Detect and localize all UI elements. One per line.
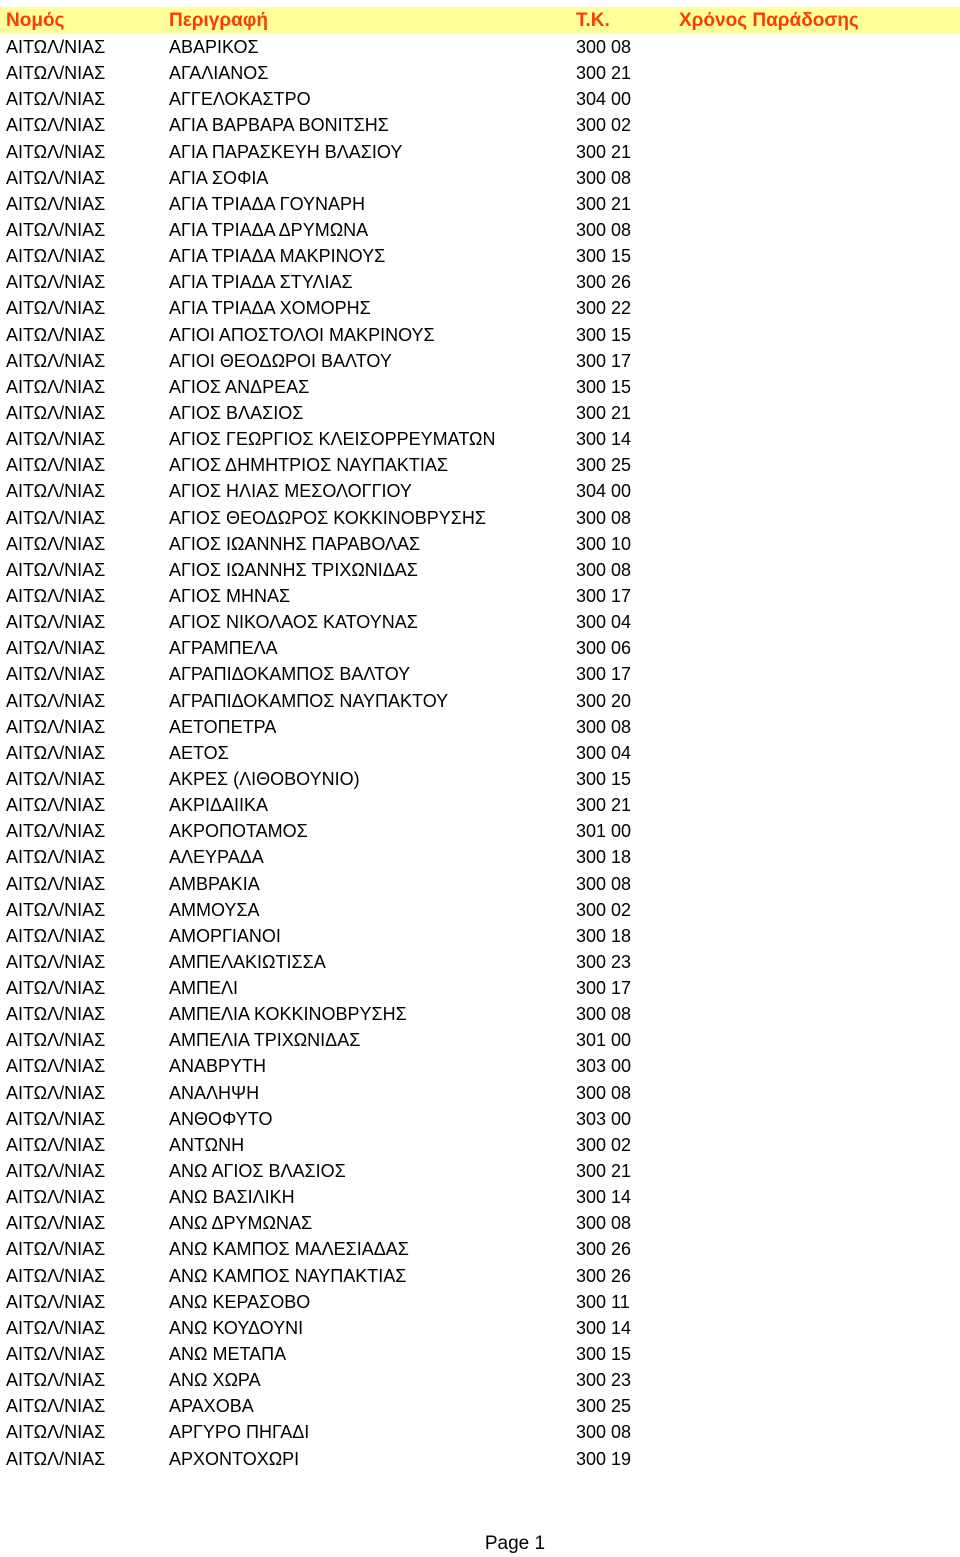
table-row (0, 1236, 960, 1262)
cell-postal-code: 300 08 (576, 37, 632, 57)
cell-postal-code: 300 17 (576, 350, 632, 371)
cell-nomos: ΑΙΤΩΛ/ΝΙΑΣ (6, 612, 106, 633)
cell-description: ΑΜΜΟΥΣΑ (169, 899, 260, 920)
cell-nomos: ΑΙΤΩΛ/ΝΙΑΣ (6, 1317, 106, 1338)
cell-nomos: ΑΙΤΩΛ/ΝΙΑΣ (6, 1422, 106, 1443)
table-row (0, 191, 960, 217)
cell-description: ΑΓΙΟΙ ΘΕΟΔΩΡΟΙ ΒΑΛΤΟΥ (169, 350, 392, 371)
table-row (0, 139, 960, 165)
cell-postal-code: 304 00 (576, 89, 632, 110)
cell-nomos: ΑΙΤΩΛ/ΝΙΑΣ (6, 847, 106, 868)
table-row (0, 897, 960, 923)
cell-description: ΑΜΒΡΑΚΙΑ (169, 873, 260, 894)
table-row (0, 217, 960, 243)
cell-nomos: ΑΙΤΩΛ/ΝΙΑΣ (6, 193, 106, 214)
table-row (0, 1367, 960, 1393)
cell-nomos: ΑΙΤΩΛ/ΝΙΑΣ (6, 37, 106, 57)
table-row (0, 1419, 960, 1445)
cell-postal-code: 300 15 (576, 768, 632, 789)
table-row (0, 766, 960, 792)
cell-postal-code: 300 25 (576, 1396, 632, 1417)
table-row (0, 60, 960, 86)
cell-nomos: ΑΙΤΩΛ/ΝΙΑΣ (6, 89, 106, 110)
table-row (0, 688, 960, 714)
header-postal-code: Τ.Κ. (576, 10, 610, 31)
cell-postal-code: 300 08 (576, 716, 632, 737)
cell-postal-code: 300 21 (576, 193, 632, 214)
cell-postal-code: 300 08 (576, 1004, 632, 1025)
table-row (0, 1158, 960, 1184)
cell-description: ΑΓΡΑΜΠΕΛΑ (169, 638, 278, 659)
cell-postal-code: 300 21 (576, 795, 632, 816)
cell-postal-code: 300 18 (576, 847, 632, 868)
cell-nomos: ΑΙΤΩΛ/ΝΙΑΣ (6, 350, 106, 371)
cell-description: ΑΝΩ ΑΓΙΟΣ ΒΛΑΣΙΟΣ (169, 1161, 346, 1182)
cell-description: ΑΓΙΟΙ ΑΠΟΣΤΟΛΟΙ ΜΑΚΡΙΝΟΥΣ (169, 324, 435, 345)
table-row (0, 269, 960, 295)
table-row (0, 557, 960, 583)
cell-postal-code: 300 15 (576, 376, 632, 397)
cell-postal-code: 300 23 (576, 951, 632, 972)
cell-nomos: ΑΙΤΩΛ/ΝΙΑΣ (6, 1448, 106, 1469)
cell-postal-code: 301 00 (576, 821, 632, 842)
table-row (0, 400, 960, 426)
table-row (0, 1210, 960, 1236)
header-description: Περιγραφή (169, 10, 268, 31)
cell-postal-code: 300 17 (576, 978, 632, 999)
table-row (0, 1263, 960, 1289)
cell-description: ΑΓΙΟΣ ΘΕΟΔΩΡΟΣ ΚΟΚΚΙΝΟΒΡΥΣΗΣ (169, 507, 487, 528)
table-header (0, 7, 960, 34)
table-row (0, 165, 960, 191)
cell-nomos: ΑΙΤΩΛ/ΝΙΑΣ (6, 298, 106, 319)
cell-description: ΑΓΡΑΠΙΔΟΚΑΜΠΟΣ ΒΑΛΤΟΥ (169, 664, 411, 685)
cell-description: ΑΝΤΩΝΗ (169, 1134, 245, 1155)
cell-postal-code: 300 11 (576, 1291, 630, 1312)
cell-nomos: ΑΙΤΩΛ/ΝΙΑΣ (6, 167, 106, 188)
cell-nomos: ΑΙΤΩΛ/ΝΙΑΣ (6, 1004, 106, 1025)
cell-description: ΑΓΓΕΛΟΚΑΣΤΡΟ (169, 89, 311, 110)
table-row (0, 740, 960, 766)
cell-postal-code: 300 02 (576, 115, 632, 136)
table-row (0, 1184, 960, 1210)
table-row (0, 1053, 960, 1079)
cell-postal-code: 303 00 (576, 1108, 632, 1129)
cell-nomos: ΑΙΤΩΛ/ΝΙΑΣ (6, 272, 106, 293)
cell-description: ΑΓΙΟΣ ΑΝΔΡΕΑΣ (169, 376, 310, 397)
cell-postal-code: 300 08 (576, 1082, 632, 1103)
table-row (0, 1289, 960, 1315)
cell-postal-code: 300 10 (576, 533, 632, 554)
cell-description: ΑΝΩ ΚΕΡΑΣΟΒΟ (169, 1291, 311, 1312)
table-row (0, 478, 960, 504)
cell-postal-code: 300 23 (576, 1370, 632, 1391)
cell-description: ΑΝΘΟΦΥΤΟ (169, 1108, 273, 1129)
cell-nomos: ΑΙΤΩΛ/ΝΙΑΣ (6, 376, 106, 397)
cell-nomos: ΑΙΤΩΛ/ΝΙΑΣ (6, 951, 106, 972)
cell-nomos: ΑΙΤΩΛ/ΝΙΑΣ (6, 1161, 106, 1182)
table-row (0, 243, 960, 269)
table-row (0, 844, 960, 870)
cell-description: ΑΕΤΟΠΕΤΡΑ (169, 716, 277, 737)
table-row (0, 1001, 960, 1027)
cell-nomos: ΑΙΤΩΛ/ΝΙΑΣ (6, 219, 106, 240)
cell-description: ΑΓΙΑ ΣΟΦΙΑ (169, 167, 269, 188)
cell-nomos: ΑΙΤΩΛ/ΝΙΑΣ (6, 873, 106, 894)
cell-description: ΑΓΙΑ ΠΑΡΑΣΚΕΥΗ ΒΛΑΣΙΟΥ (169, 141, 403, 162)
cell-nomos: ΑΙΤΩΛ/ΝΙΑΣ (6, 1082, 106, 1103)
cell-description: ΑΛΕΥΡΑΔΑ (169, 847, 264, 868)
table-row (0, 609, 960, 635)
cell-description: ΑΜΠΕΛΑΚΙΩΤΙΣΣΑ (169, 951, 326, 972)
cell-postal-code: 300 15 (576, 324, 632, 345)
cell-nomos: ΑΙΤΩΛ/ΝΙΑΣ (6, 1396, 106, 1417)
cell-postal-code: 300 17 (576, 585, 632, 606)
cell-postal-code: 300 21 (576, 141, 632, 162)
cell-nomos: ΑΙΤΩΛ/ΝΙΑΣ (6, 559, 106, 580)
cell-description: ΑΜΠΕΛΙ (169, 978, 239, 999)
cell-nomos: ΑΙΤΩΛ/ΝΙΑΣ (6, 115, 106, 136)
cell-postal-code: 300 15 (576, 1344, 632, 1365)
table-row (0, 714, 960, 740)
cell-nomos: ΑΙΤΩΛ/ΝΙΑΣ (6, 638, 106, 659)
cell-postal-code: 300 14 (576, 1187, 632, 1208)
cell-nomos: ΑΙΤΩΛ/ΝΙΑΣ (6, 63, 106, 84)
cell-nomos: ΑΙΤΩΛ/ΝΙΑΣ (6, 821, 106, 842)
cell-description: ΑΓΙΑ ΤΡΙΑΔΑ ΓΟΥΝΑΡΗ (169, 193, 366, 214)
cell-nomos: ΑΙΤΩΛ/ΝΙΑΣ (6, 1265, 106, 1286)
cell-description: ΑΝΩ ΔΡΥΜΩΝΑΣ (169, 1213, 313, 1234)
cell-nomos: ΑΙΤΩΛ/ΝΙΑΣ (6, 1134, 106, 1155)
cell-description: ΑΜΠΕΛΙΑ ΤΡΙΧΩΝΙΔΑΣ (169, 1030, 361, 1051)
cell-nomos: ΑΙΤΩΛ/ΝΙΑΣ (6, 533, 106, 554)
cell-postal-code: 300 04 (576, 742, 632, 763)
cell-nomos: ΑΙΤΩΛ/ΝΙΑΣ (6, 455, 106, 476)
cell-postal-code: 300 26 (576, 272, 632, 293)
cell-postal-code: 300 26 (576, 1265, 632, 1286)
table-row (0, 505, 960, 531)
cell-postal-code: 301 00 (576, 1030, 632, 1051)
cell-description: ΑΓΡΑΠΙΔΟΚΑΜΠΟΣ ΝΑΥΠΑΚΤΟΥ (169, 690, 449, 711)
cell-nomos: ΑΙΤΩΛ/ΝΙΑΣ (6, 1370, 106, 1391)
table-row (0, 112, 960, 138)
cell-nomos: ΑΙΤΩΛ/ΝΙΑΣ (6, 324, 106, 345)
table-row (0, 949, 960, 975)
cell-nomos: ΑΙΤΩΛ/ΝΙΑΣ (6, 141, 106, 162)
cell-postal-code: 300 08 (576, 873, 632, 894)
table-row (0, 635, 960, 661)
cell-postal-code: 300 14 (576, 1317, 632, 1338)
cell-postal-code: 300 04 (576, 612, 632, 633)
table-row (0, 818, 960, 844)
cell-description: ΑΓΙΟΣ ΜΗΝΑΣ (169, 585, 291, 606)
table-row (0, 975, 960, 1001)
table-row (0, 322, 960, 348)
table-row (0, 583, 960, 609)
cell-description: ΑΚΡΟΠΟΤΑΜΟΣ (169, 821, 308, 842)
cell-nomos: ΑΙΤΩΛ/ΝΙΑΣ (6, 795, 106, 816)
cell-nomos: ΑΙΤΩΛ/ΝΙΑΣ (6, 1187, 106, 1208)
cell-description: ΑΝΑΛΗΨΗ (169, 1082, 260, 1103)
cell-postal-code: 300 26 (576, 1239, 632, 1260)
cell-description: ΑΝΑΒΡΥΤΗ (169, 1056, 267, 1077)
cell-nomos: ΑΙΤΩΛ/ΝΙΑΣ (6, 978, 106, 999)
cell-nomos: ΑΙΤΩΛ/ΝΙΑΣ (6, 768, 106, 789)
cell-description: ΑΝΩ ΜΕΤΑΠΑ (169, 1344, 287, 1365)
cell-postal-code: 304 00 (576, 481, 632, 502)
cell-postal-code: 300 18 (576, 925, 632, 946)
table-row (0, 452, 960, 478)
cell-description: ΑΓΙΟΣ ΙΩΑΝΝΗΣ ΤΡΙΧΩΝΙΔΑΣ (169, 559, 418, 580)
cell-postal-code: 300 21 (576, 402, 632, 423)
page-number: Page 1 (484, 1533, 546, 1554)
cell-postal-code: 300 08 (576, 1213, 632, 1234)
table-row (0, 1341, 960, 1367)
cell-description: ΑΝΩ ΚΑΜΠΟΣ ΝΑΥΠΑΚΤΙΑΣ (169, 1265, 407, 1286)
cell-postal-code: 300 08 (576, 1422, 632, 1443)
table-row (0, 1106, 960, 1132)
table-row (0, 86, 960, 112)
cell-postal-code: 300 15 (576, 246, 632, 267)
cell-nomos: ΑΙΤΩΛ/ΝΙΑΣ (6, 716, 106, 737)
table-row (0, 1132, 960, 1158)
cell-nomos: ΑΙΤΩΛ/ΝΙΑΣ (6, 1030, 106, 1051)
cell-nomos: ΑΙΤΩΛ/ΝΙΑΣ (6, 899, 106, 920)
cell-postal-code: 300 22 (576, 298, 632, 319)
cell-postal-code: 300 08 (576, 559, 632, 580)
cell-description: ΑΝΩ ΒΑΣΙΛΙΚΗ (169, 1187, 295, 1208)
cell-description: ΑΒΑΡΙΚΟΣ (169, 37, 259, 57)
cell-description: ΑΝΩ ΚΟΥΔΟΥΝΙ (169, 1317, 304, 1338)
cell-description: ΑΓΙΟΣ ΔΗΜΗΤΡΙΟΣ ΝΑΥΠΑΚΤΙΑΣ (169, 455, 449, 476)
cell-nomos: ΑΙΤΩΛ/ΝΙΑΣ (6, 690, 106, 711)
cell-postal-code: 300 21 (576, 63, 632, 84)
cell-nomos: ΑΙΤΩΛ/ΝΙΑΣ (6, 402, 106, 423)
cell-nomos: ΑΙΤΩΛ/ΝΙΑΣ (6, 1056, 106, 1077)
cell-description: ΑΓΙΟΣ ΗΛΙΑΣ ΜΕΣΟΛΟΓΓΙΟΥ (169, 481, 412, 502)
table-row (0, 1080, 960, 1106)
cell-description: ΑΕΤΟΣ (169, 742, 229, 763)
cell-postal-code: 300 19 (576, 1448, 632, 1469)
cell-nomos: ΑΙΤΩΛ/ΝΙΑΣ (6, 1239, 106, 1260)
cell-nomos: ΑΙΤΩΛ/ΝΙΑΣ (6, 1291, 106, 1312)
cell-postal-code: 300 08 (576, 219, 632, 240)
cell-postal-code: 303 00 (576, 1056, 632, 1077)
cell-postal-code: 300 08 (576, 507, 632, 528)
table-row (0, 1393, 960, 1419)
table-row (0, 374, 960, 400)
cell-postal-code: 300 21 (576, 1161, 632, 1182)
table-row (0, 531, 960, 557)
table-body (0, 34, 960, 1472)
cell-description: ΑΓΙΟΣ ΙΩΑΝΝΗΣ ΠΑΡΑΒΟΛΑΣ (169, 533, 421, 554)
cell-description: ΑΜΟΡΓΙΑΝΟΙ (169, 925, 281, 946)
cell-description: ΑΚΡΙΔΑΙΙΚΑ (169, 795, 269, 816)
table-row (0, 295, 960, 321)
cell-description: ΑΓΙΟΣ ΝΙΚΟΛΑΟΣ ΚΑΤΟΥΝΑΣ (169, 612, 418, 633)
cell-postal-code: 300 17 (576, 664, 632, 685)
cell-postal-code: 300 02 (576, 899, 632, 920)
cell-postal-code: 300 02 (576, 1134, 632, 1155)
cell-description: ΑΓΙΑ ΤΡΙΑΔΑ ΧΟΜΟΡΗΣ (169, 298, 371, 319)
table-row (0, 34, 960, 60)
cell-nomos: ΑΙΤΩΛ/ΝΙΑΣ (6, 507, 106, 528)
header-delivery-time: Χρόνος Παράδοσης (679, 10, 859, 31)
cell-nomos: ΑΙΤΩΛ/ΝΙΑΣ (6, 1344, 106, 1365)
cell-nomos: ΑΙΤΩΛ/ΝΙΑΣ (6, 429, 106, 450)
cell-description: ΑΓΙΑ ΤΡΙΑΔΑ ΜΑΚΡΙΝΟΥΣ (169, 246, 386, 267)
cell-postal-code: 300 25 (576, 455, 632, 476)
cell-nomos: ΑΙΤΩΛ/ΝΙΑΣ (6, 742, 106, 763)
cell-description: ΑΜΠΕΛΙΑ ΚΟΚΚΙΝΟΒΡΥΣΗΣ (169, 1004, 407, 1025)
table-row (0, 923, 960, 949)
cell-description: ΑΓΙΑ ΤΡΙΑΔΑ ΔΡΥΜΩΝΑ (169, 219, 369, 240)
table-row (0, 871, 960, 897)
header-nomos: Νομός (6, 10, 65, 31)
cell-description: ΑΝΩ ΚΑΜΠΟΣ ΜΑΛΕΣΙΑΔΑΣ (169, 1239, 409, 1260)
cell-postal-code: 300 14 (576, 429, 632, 450)
cell-nomos: ΑΙΤΩΛ/ΝΙΑΣ (6, 585, 106, 606)
cell-description: ΑΡΓΥΡΟ ΠΗΓΑΔΙ (169, 1422, 310, 1443)
cell-nomos: ΑΙΤΩΛ/ΝΙΑΣ (6, 1213, 106, 1234)
table-row (0, 348, 960, 374)
cell-nomos: ΑΙΤΩΛ/ΝΙΑΣ (6, 481, 106, 502)
cell-description: ΑΓΙΑ ΤΡΙΑΔΑ ΣΤΥΛΙΑΣ (169, 272, 353, 293)
cell-description: ΑΓΑΛΙΑΝΟΣ (169, 63, 269, 84)
cell-description: ΑΚΡΕΣ (ΛΙΘΟΒΟΥΝΙΟ) (169, 768, 360, 789)
cell-description: ΑΓΙΑ ΒΑΡΒΑΡΑ ΒΟΝΙΤΣΗΣ (169, 115, 389, 136)
table-row (0, 1315, 960, 1341)
table-row (0, 426, 960, 452)
cell-postal-code: 300 06 (576, 638, 632, 659)
cell-description: ΑΝΩ ΧΩΡΑ (169, 1370, 261, 1391)
table-row (0, 1027, 960, 1053)
cell-description: ΑΓΙΟΣ ΒΛΑΣΙΟΣ (169, 402, 304, 423)
cell-description: ΑΓΙΟΣ ΓΕΩΡΓΙΟΣ ΚΛΕΙΣΟΡΡΕΥΜΑΤΩΝ (169, 429, 496, 450)
cell-description: ΑΡΧΟΝΤΟΧΩΡΙ (169, 1448, 300, 1469)
cell-postal-code: 300 08 (576, 167, 632, 188)
table-row (0, 1446, 960, 1472)
cell-nomos: ΑΙΤΩΛ/ΝΙΑΣ (6, 1108, 106, 1129)
cell-nomos: ΑΙΤΩΛ/ΝΙΑΣ (6, 246, 106, 267)
table-row (0, 792, 960, 818)
cell-nomos: ΑΙΤΩΛ/ΝΙΑΣ (6, 664, 106, 685)
cell-nomos: ΑΙΤΩΛ/ΝΙΑΣ (6, 925, 106, 946)
cell-description: ΑΡΑΧΟΒΑ (169, 1396, 254, 1417)
cell-postal-code: 300 20 (576, 690, 632, 711)
table-row (0, 661, 960, 687)
